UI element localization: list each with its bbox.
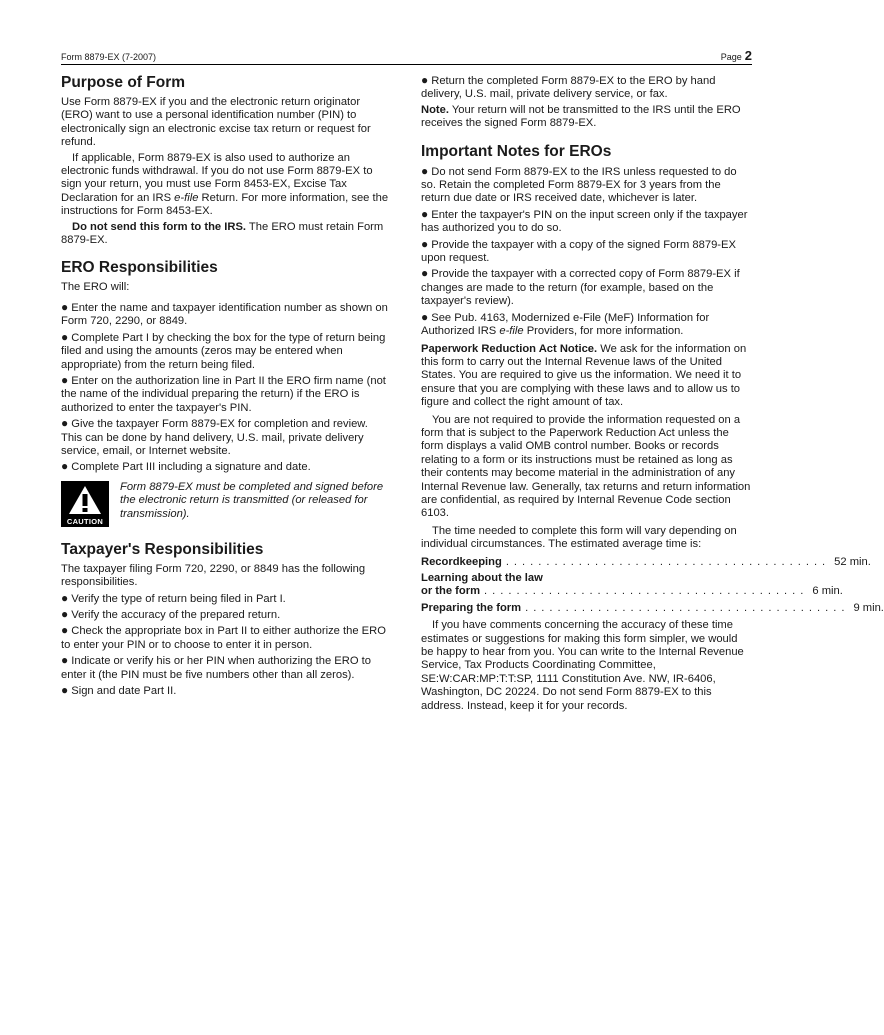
list-item [61, 331, 389, 372]
time-value: 9 min. [853, 601, 884, 614]
bullet-icon: ● [61, 459, 69, 474]
notes-heading: Important Notes for EROs [421, 142, 612, 160]
caution-text: Form 8879-EX must be completed and signed before the electronic return is transmitted (or released for transmission). [120, 480, 384, 520]
list-item-text: Enter the name and taxpayer identification number as shown on Form 720, 2290, or 8849. [61, 301, 388, 328]
list-item [61, 592, 389, 606]
purpose-p2-efile: e-file [174, 191, 199, 204]
bullet-icon: ● [61, 606, 69, 621]
paperwork-paragraph-4: If you have comments concerning the accuracy of these time estimates or suggestions for making this form simpler, we would be happy to hear from you. You can write to the Internal Revenue Service, Tax Products Coordinating Committee, SE:W:CAR:MP:T:T:SP, 1111 Constitution Ave. NW, IR-6406, Washington, DC 20224. Do not send Form 8879-EX to this address. Instead, keep it for your records. [421, 619, 744, 712]
taxpayer-list [61, 592, 389, 699]
form-name: Form 8879-EX (7-2007) [61, 52, 157, 62]
list-item [421, 238, 751, 266]
taxpayer-heading: Taxpayer's Responsibilities [61, 540, 264, 558]
paperwork-paragraph-1 [421, 343, 751, 410]
bullet-icon: ● [61, 299, 69, 314]
list-item-text: Verify the type of return being filed in Part I. [71, 592, 286, 605]
ero-heading: ERO Responsibilities [61, 259, 218, 277]
list-item [421, 208, 751, 236]
time-label-learning-1: Learning about the law [421, 572, 543, 584]
time-label: Preparing the form [421, 601, 522, 614]
list-item [61, 654, 389, 682]
purpose-paragraph-2 [61, 152, 389, 219]
time-label: Recordkeeping [421, 555, 502, 568]
bullet-icon: ● [61, 623, 69, 638]
list-item-text: Complete Part I by checking the box for the type of return being filed and using the amounts (zeros may be entered when appropriate) from the return being filed. [61, 331, 386, 371]
list-item-text: Sign and date Part II. [71, 685, 177, 697]
paperwork-paragraph-3: The time needed to complete this form will vary depending on individual circumstances. The estimated average time is: [421, 524, 737, 551]
bullet-icon: ● [421, 206, 429, 221]
purpose-p2-b: Return. For more information, see the instructions for Form 8453-EX. [61, 191, 389, 218]
list-item-text: Return the completed Form 8879-EX to the ERO by hand delivery, U.S. mail, private delivery service, or fax. [421, 75, 716, 101]
notes-list [421, 165, 751, 339]
bullet-icon: ● [61, 590, 69, 605]
note-label: Note. [421, 103, 449, 116]
bullet-icon: ● [61, 329, 69, 344]
purpose-heading: Purpose of Form [61, 74, 186, 91]
pub-note-b: Providers, for more information. [523, 325, 684, 338]
caution-icon [61, 481, 109, 527]
bullet-icon: ● [61, 416, 69, 431]
list-item-text: Complete Part III including a signature and date. [71, 461, 311, 474]
list-item-text: Provide the taxpayer with a corrected copy of Form 8879-EX if changes are made to the return (for example, based on the taxpayer's review). [421, 268, 740, 308]
list-item-text: Do not send Form 8879-EX to the IRS unless requested to do so. Retain the completed Form 8879-EX for 3 years from the return due date or IRS received date, whichever is later. [421, 165, 737, 205]
do-not-send-notice: Do not send this form to the IRS. [72, 220, 247, 233]
paperwork-paragraph-2: You are not required to provide the information requested on a form that is subject to the Paperwork Reduction Act unless the form displays a valid OMB control number. Books or records relating to a form or its instructions must be retained as long as their contents may become material in the administration of any Internal Revenue law. Generally, tax returns and return information are confidential, as required by Internal Revenue Code section 6103. [421, 413, 751, 520]
bullet-icon: ● [61, 372, 69, 387]
bullet-icon: ● [61, 653, 69, 668]
purpose-paragraph-3 [61, 221, 389, 248]
taxpayer-intro: The taxpayer filing Form 720, 2290, or 8849 has the following responsibilities. [61, 562, 366, 589]
list-item [421, 311, 751, 339]
paperwork-heading: Paperwork Reduction Act Notice. [421, 342, 598, 355]
bullet-icon: ● [421, 266, 429, 281]
list-item [61, 417, 389, 458]
ero-intro: The ERO will: [61, 281, 130, 294]
bullet-icon: ● [421, 163, 429, 178]
time-row-learning [421, 585, 843, 598]
left-column [61, 74, 389, 700]
purpose-paragraph-1: Use Form 8879-EX if you and the electronic return originator (ERO) want to use a personal identification number (PIN) to electronically sign an electronic excise tax return or request for refund. [61, 96, 371, 149]
list-item-text: Verify the accuracy of the prepared return. [71, 608, 281, 621]
caution-block [61, 481, 389, 533]
bullet-icon: ● [61, 683, 69, 697]
list-item [61, 624, 389, 652]
list-item-text: Give the taxpayer Form 8879-EX for completion and review. This can be done by hand delivery, U.S. mail, private delivery service, email, or Internet website. [61, 418, 368, 457]
page-label: Page [720, 52, 742, 62]
pub-note-efile: e-file [499, 325, 524, 338]
bullet-icon: ● [421, 73, 429, 87]
list-item-text [421, 309, 710, 338]
list-item-text: Provide the taxpayer with a copy of the signed Form 8879-EX upon request. [421, 238, 736, 265]
list-item-text: Indicate or verify his or her PIN when authorizing the ERO to enter it (the PIN must be five numbers other than all zeros). [61, 655, 371, 681]
list-item [61, 460, 389, 474]
leader-dots: ........................................ [505, 555, 831, 568]
time-row-recordkeeping [421, 555, 871, 569]
list-item [61, 301, 389, 329]
pub-note-a: See Pub. 4163, Modernized e-File (MeF) Information for Authorized IRS [421, 311, 710, 338]
time-value: 6 min. [812, 585, 843, 598]
list-item-text: Check the appropriate box in Part II to either authorize the ERO to enter your PIN or to choose to enter it in person. [61, 625, 386, 651]
page-number: 2 [744, 48, 752, 63]
purpose-p3-rest: The ERO must retain Form 8879-EX. [61, 220, 384, 247]
list-item [61, 608, 389, 622]
list-item [421, 74, 751, 102]
transmit-note [421, 104, 751, 131]
page-indicator [721, 48, 752, 63]
leader-dots: ........................................ [484, 585, 809, 598]
purpose-p2-a: If applicable, Form 8879-EX is also used to authorize an electronic funds withdrawal. If you do not use Form 8879-EX to sign your return, you must use Form 8453-EX, Excise Tax Declaration for an IRS [61, 151, 373, 204]
bullet-icon: ● [421, 236, 429, 251]
list-item-text: Enter on the authorization line in Part II the ERO firm name (not the name of the individual preparing the return) if the ERO is authorized to enter the taxpayer's PIN. [61, 374, 386, 414]
caution-label: CAUTION [66, 516, 104, 526]
list-item-text: Enter the taxpayer's PIN on the input screen only if the taxpayer has authorized you to do so. [421, 208, 748, 235]
leader-dots: ........................................ [525, 601, 850, 614]
time-row-preparing [421, 601, 884, 615]
bullet-icon: ● [421, 309, 429, 324]
list-item [61, 374, 389, 415]
right-column [421, 73, 884, 715]
ero-list [61, 301, 389, 475]
list-item [421, 267, 751, 308]
note-text: Your return will not be transmitted to the IRS until the ERO receives the signed Form 8879-EX. [421, 103, 741, 130]
time-label: or the form [421, 585, 481, 598]
time-value: 52 min. [834, 555, 871, 568]
page-header [61, 48, 752, 65]
taxpayer-list-continued [421, 74, 751, 102]
list-item [421, 165, 751, 206]
list-item [61, 684, 389, 698]
paperwork-p1-text: We ask for the information on this form to carry out the Internal Revenue laws of the United States. You are required to give us the information. We need it to ensure that you are complying with these laws and to allow us to figure and collect the right amount of tax. [421, 342, 747, 409]
